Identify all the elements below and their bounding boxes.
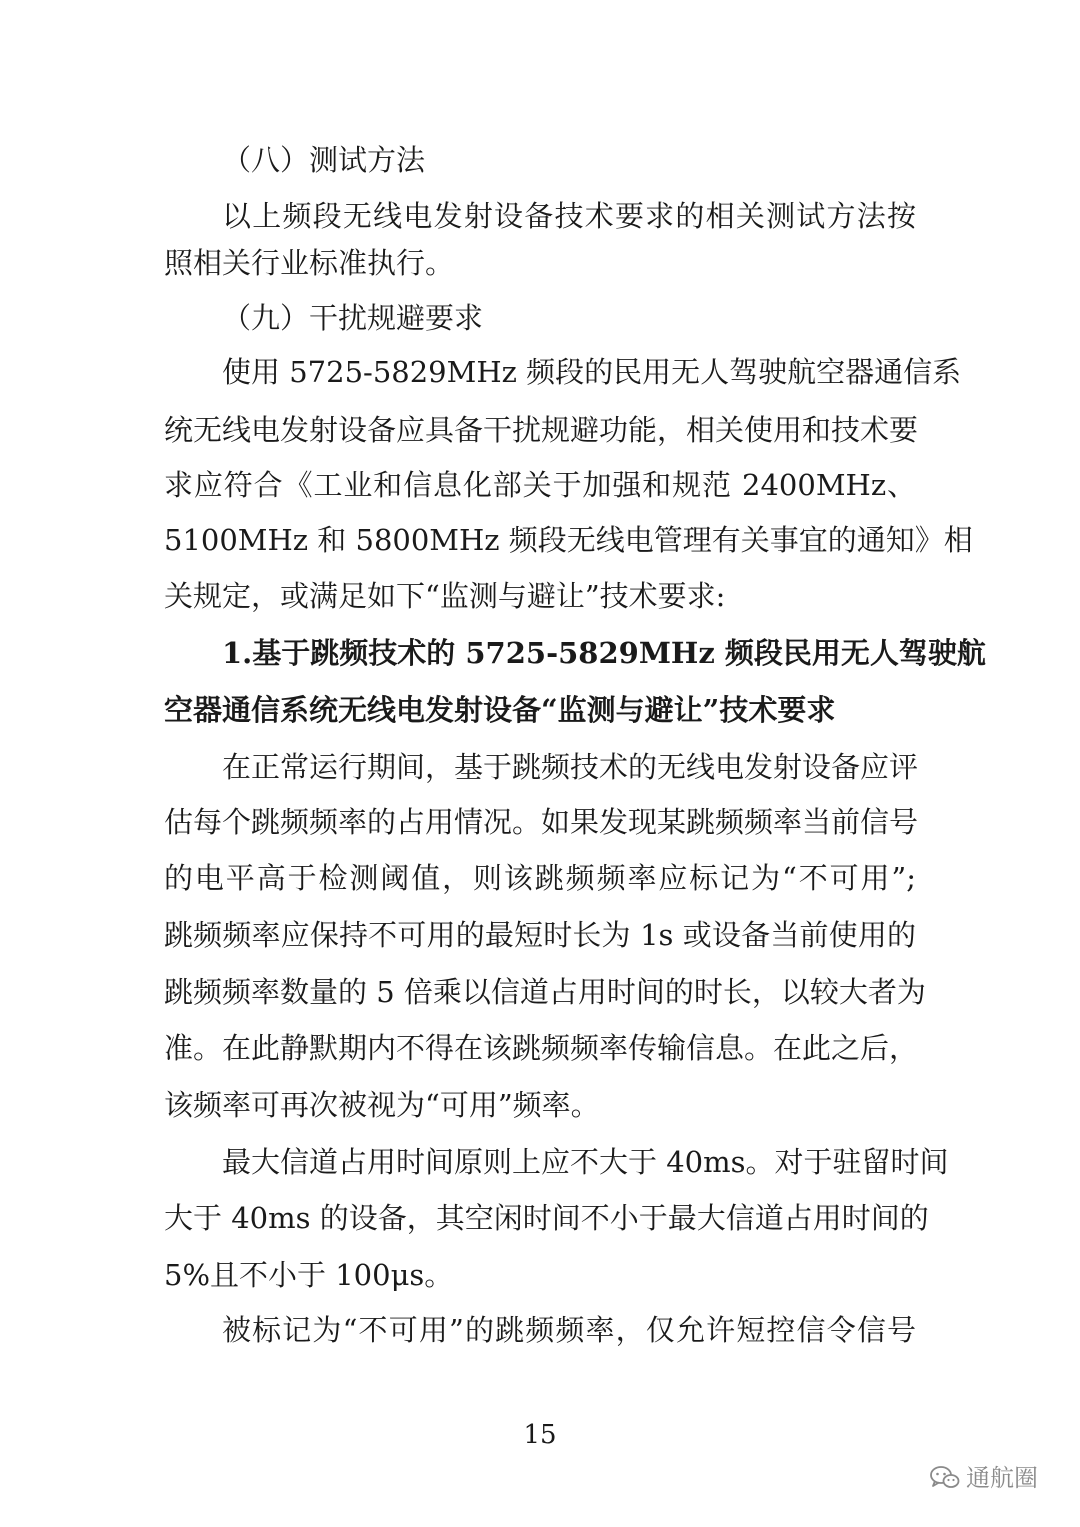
paragraph-line: 5%且不小于 100μs。 [164,1258,454,1292]
paragraph-line: 照相关行业标准执行。 [164,246,455,280]
section-heading-interference-avoidance: （九）干扰规避要求 [222,301,484,335]
paragraph-line: 在正常运行期间，基于跳频技术的无线电发射设备应评 [222,750,919,784]
paragraph-line: 5100MHz 和 5800MHz 频段无线电管理有关事宜的通知》相 [164,523,973,557]
paragraph-line: 估每个跳频频率的占用情况。如果发现某跳频频率当前信号 [164,805,919,839]
paragraph-line: 最大信道占用时间原则上应不大于 40ms。对于驻留时间 [222,1145,949,1179]
watermark-text: 通航圈 [966,1464,1038,1492]
section-heading-test-method: （八）测试方法 [222,143,426,177]
wechat-watermark [930,1458,1060,1498]
paragraph-line: 跳频频率应保持不可用的最短时长为 1s 或设备当前使用的 [164,918,916,952]
subsection-heading: 空器通信系统无线电发射设备“监测与避让”技术要求 [164,693,836,727]
page-number: 15 [523,1420,557,1450]
paragraph-line: 关规定，或满足如下“监测与避让”技术要求: [164,579,726,613]
paragraph-line: 准。在此静默期内不得在该跳频频率传输信息。在此之后， [164,1031,919,1065]
paragraph-line: 以上频段无线电发射设备技术要求的相关测试方法按 [222,199,916,233]
paragraph-line: 该频率可再次被视为“可用”频率。 [164,1088,600,1122]
wechat-icon [930,1465,960,1491]
subsection-heading: 1.基于跳频技术的 5725-5829MHz 频段民用无人驾驶航 [222,636,986,670]
paragraph-line: 的电平高于检测阈值，则该跳频频率应标记为“不可用”; [164,861,916,895]
paragraph-line: 统无线电发射设备应具备干扰规避功能，相关使用和技术要 [164,413,919,447]
paragraph-line: 大于 40ms 的设备，其空闲时间不小于最大信道占用时间的 [164,1201,929,1235]
paragraph-line: 被标记为“不可用”的跳频频率，仅允许短控信令信号 [222,1313,916,1347]
paragraph-line: 使用 5725-5829MHz 频段的民用无人驾驶航空器通信系 [222,355,962,389]
paragraph-line: 求应符合《工业和信息化部关于加强和规范 2400MHz、 [164,468,916,502]
paragraph-line: 跳频频率数量的 5 倍乘以信道占用时间的时长，以较大者为 [164,975,926,1009]
